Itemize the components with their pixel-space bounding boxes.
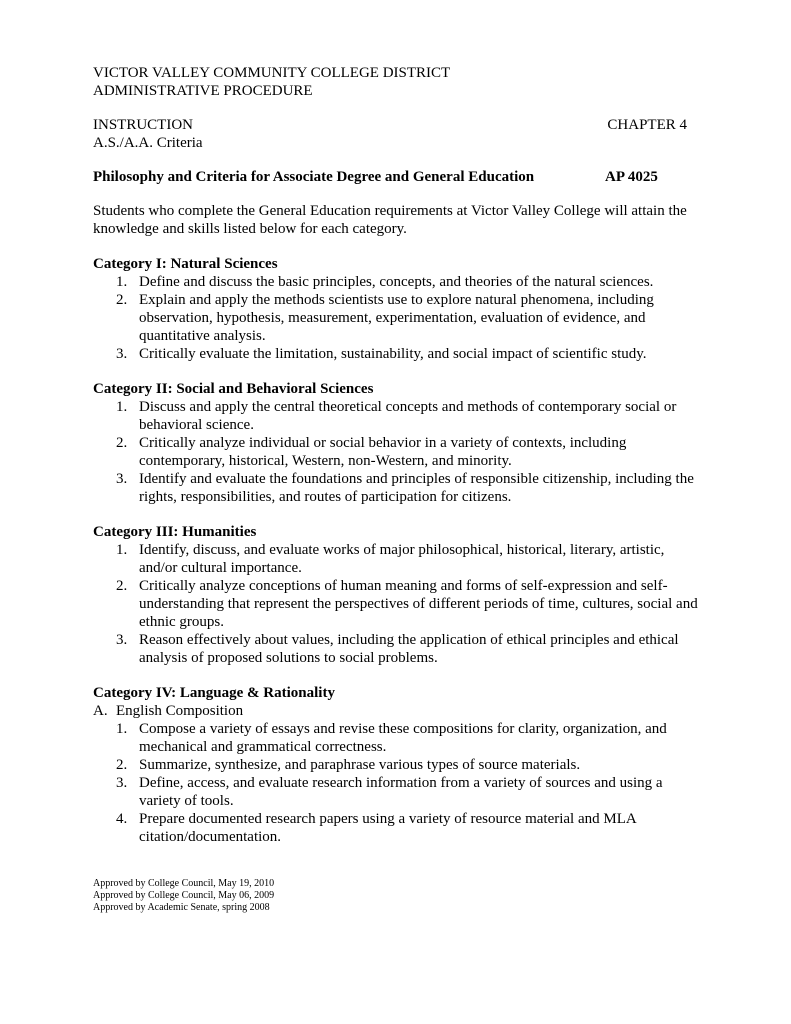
document-title-row bbox=[93, 168, 705, 186]
list-item-number: 3. bbox=[116, 471, 128, 487]
subsection-name: A.S./A.A. Criteria bbox=[93, 135, 203, 151]
list-item-number: 1. bbox=[116, 274, 128, 290]
document-type: ADMINISTRATIVE PROCEDURE bbox=[93, 83, 313, 99]
document-code: AP 4025 bbox=[605, 169, 658, 185]
list-item-number: 4. bbox=[116, 811, 128, 827]
list-item bbox=[93, 398, 705, 434]
list-item bbox=[93, 345, 705, 363]
list-item-text: Critically evaluate the limitation, sustainability, and social impact of scientific study. bbox=[139, 346, 647, 362]
list-item bbox=[93, 291, 705, 345]
category-heading: Category II: Social and Behavioral Sciences bbox=[93, 381, 374, 397]
list-item-number: 2. bbox=[116, 578, 128, 594]
subcategory-title: English Composition bbox=[116, 703, 244, 719]
list-item-text: Identify, discuss, and evaluate works of major philosophical, historical, literary, artistic, and/or cultural importance. bbox=[139, 542, 665, 576]
approval-note: Approved by Academic Senate, spring 2008 bbox=[93, 902, 270, 913]
list-item-number: 2. bbox=[116, 435, 128, 451]
list-item bbox=[93, 720, 705, 756]
list-item-text: Critically analyze individual or social behavior in a variety of contexts, including contemporary, historical, Western, non-Western, and minority. bbox=[139, 435, 627, 469]
list-item-text: Reason effectively about values, including the application of ethical principles and ethical analysis of proposed solutions to social problems. bbox=[139, 632, 679, 666]
category-list bbox=[93, 720, 705, 846]
category-section bbox=[93, 255, 705, 363]
list-item-number: 3. bbox=[116, 632, 128, 648]
category-heading: Category IV: Language & Rationality bbox=[93, 685, 335, 701]
subcategory-heading bbox=[93, 702, 705, 720]
approval-footer bbox=[93, 878, 274, 914]
list-item-text: Discuss and apply the central theoretical concepts and methods of contemporary social or behavioral science. bbox=[139, 399, 677, 433]
list-item-text: Summarize, synthesize, and paraphrase various types of source materials. bbox=[139, 757, 581, 773]
category-heading: Category I: Natural Sciences bbox=[93, 256, 278, 272]
subcategory-letter: A. bbox=[93, 703, 108, 719]
section-row bbox=[93, 116, 705, 134]
list-item-text: Critically analyze conceptions of human meaning and forms of self-expression and self-understanding that represent the perspectives of different periods of time, cultures, social and ethnic groups. bbox=[139, 578, 698, 630]
list-item-number: 3. bbox=[116, 775, 128, 791]
category-heading: Category III: Humanities bbox=[93, 524, 257, 540]
district-name: VICTOR VALLEY COMMUNITY COLLEGE DISTRICT bbox=[93, 65, 451, 81]
list-item bbox=[93, 774, 705, 810]
list-item-text: Prepare documented research papers using a variety of resource material and MLA citation/documentation. bbox=[139, 811, 636, 845]
list-item bbox=[93, 631, 705, 667]
document-page bbox=[93, 64, 705, 846]
list-item-number: 1. bbox=[116, 399, 128, 415]
list-item bbox=[93, 470, 705, 506]
list-item bbox=[93, 577, 705, 631]
list-item-number: 1. bbox=[116, 542, 128, 558]
list-item-text: Compose a variety of essays and revise these compositions for clarity, organization, and mechanical and grammatical correctness. bbox=[139, 721, 667, 755]
category-section bbox=[93, 684, 705, 846]
list-item-text: Define, access, and evaluate research information from a variety of sources and using a variety of tools. bbox=[139, 775, 663, 809]
category-list bbox=[93, 273, 705, 363]
document-title: Philosophy and Criteria for Associate Degree and General Education bbox=[93, 169, 535, 185]
list-item bbox=[93, 541, 705, 577]
list-item-number: 2. bbox=[116, 292, 128, 308]
list-item bbox=[93, 434, 705, 470]
list-item bbox=[93, 810, 705, 846]
approval-note: Approved by College Council, May 19, 2010 bbox=[93, 878, 275, 889]
category-section bbox=[93, 380, 705, 506]
section-name: INSTRUCTION bbox=[93, 117, 193, 133]
list-item bbox=[93, 756, 705, 774]
approval-note: Approved by College Council, May 06, 2009 bbox=[93, 890, 275, 901]
list-item-text: Explain and apply the methods scientists use to explore natural phenomena, including observation, hypothesis, measurement, experimentation, evaluation of evidence, and quantitative analysis. bbox=[139, 292, 654, 344]
list-item-number: 1. bbox=[116, 721, 128, 737]
intro-paragraph: Students who complete the General Education requirements at Victor Valley College will attain the knowledge and skills listed below for each category. bbox=[93, 203, 687, 237]
list-item-text: Identify and evaluate the foundations and principles of responsible citizenship, including the rights, responsibilities, and routes of participation for citizens. bbox=[139, 471, 694, 505]
list-item-number: 2. bbox=[116, 757, 128, 773]
category-list bbox=[93, 398, 705, 506]
list-item-number: 3. bbox=[116, 346, 128, 362]
list-item bbox=[93, 273, 705, 291]
list-item-text: Define and discuss the basic principles, concepts, and theories of the natural sciences. bbox=[139, 274, 654, 290]
chapter-label: CHAPTER 4 bbox=[607, 117, 687, 133]
category-list bbox=[93, 541, 705, 667]
category-section bbox=[93, 523, 705, 667]
